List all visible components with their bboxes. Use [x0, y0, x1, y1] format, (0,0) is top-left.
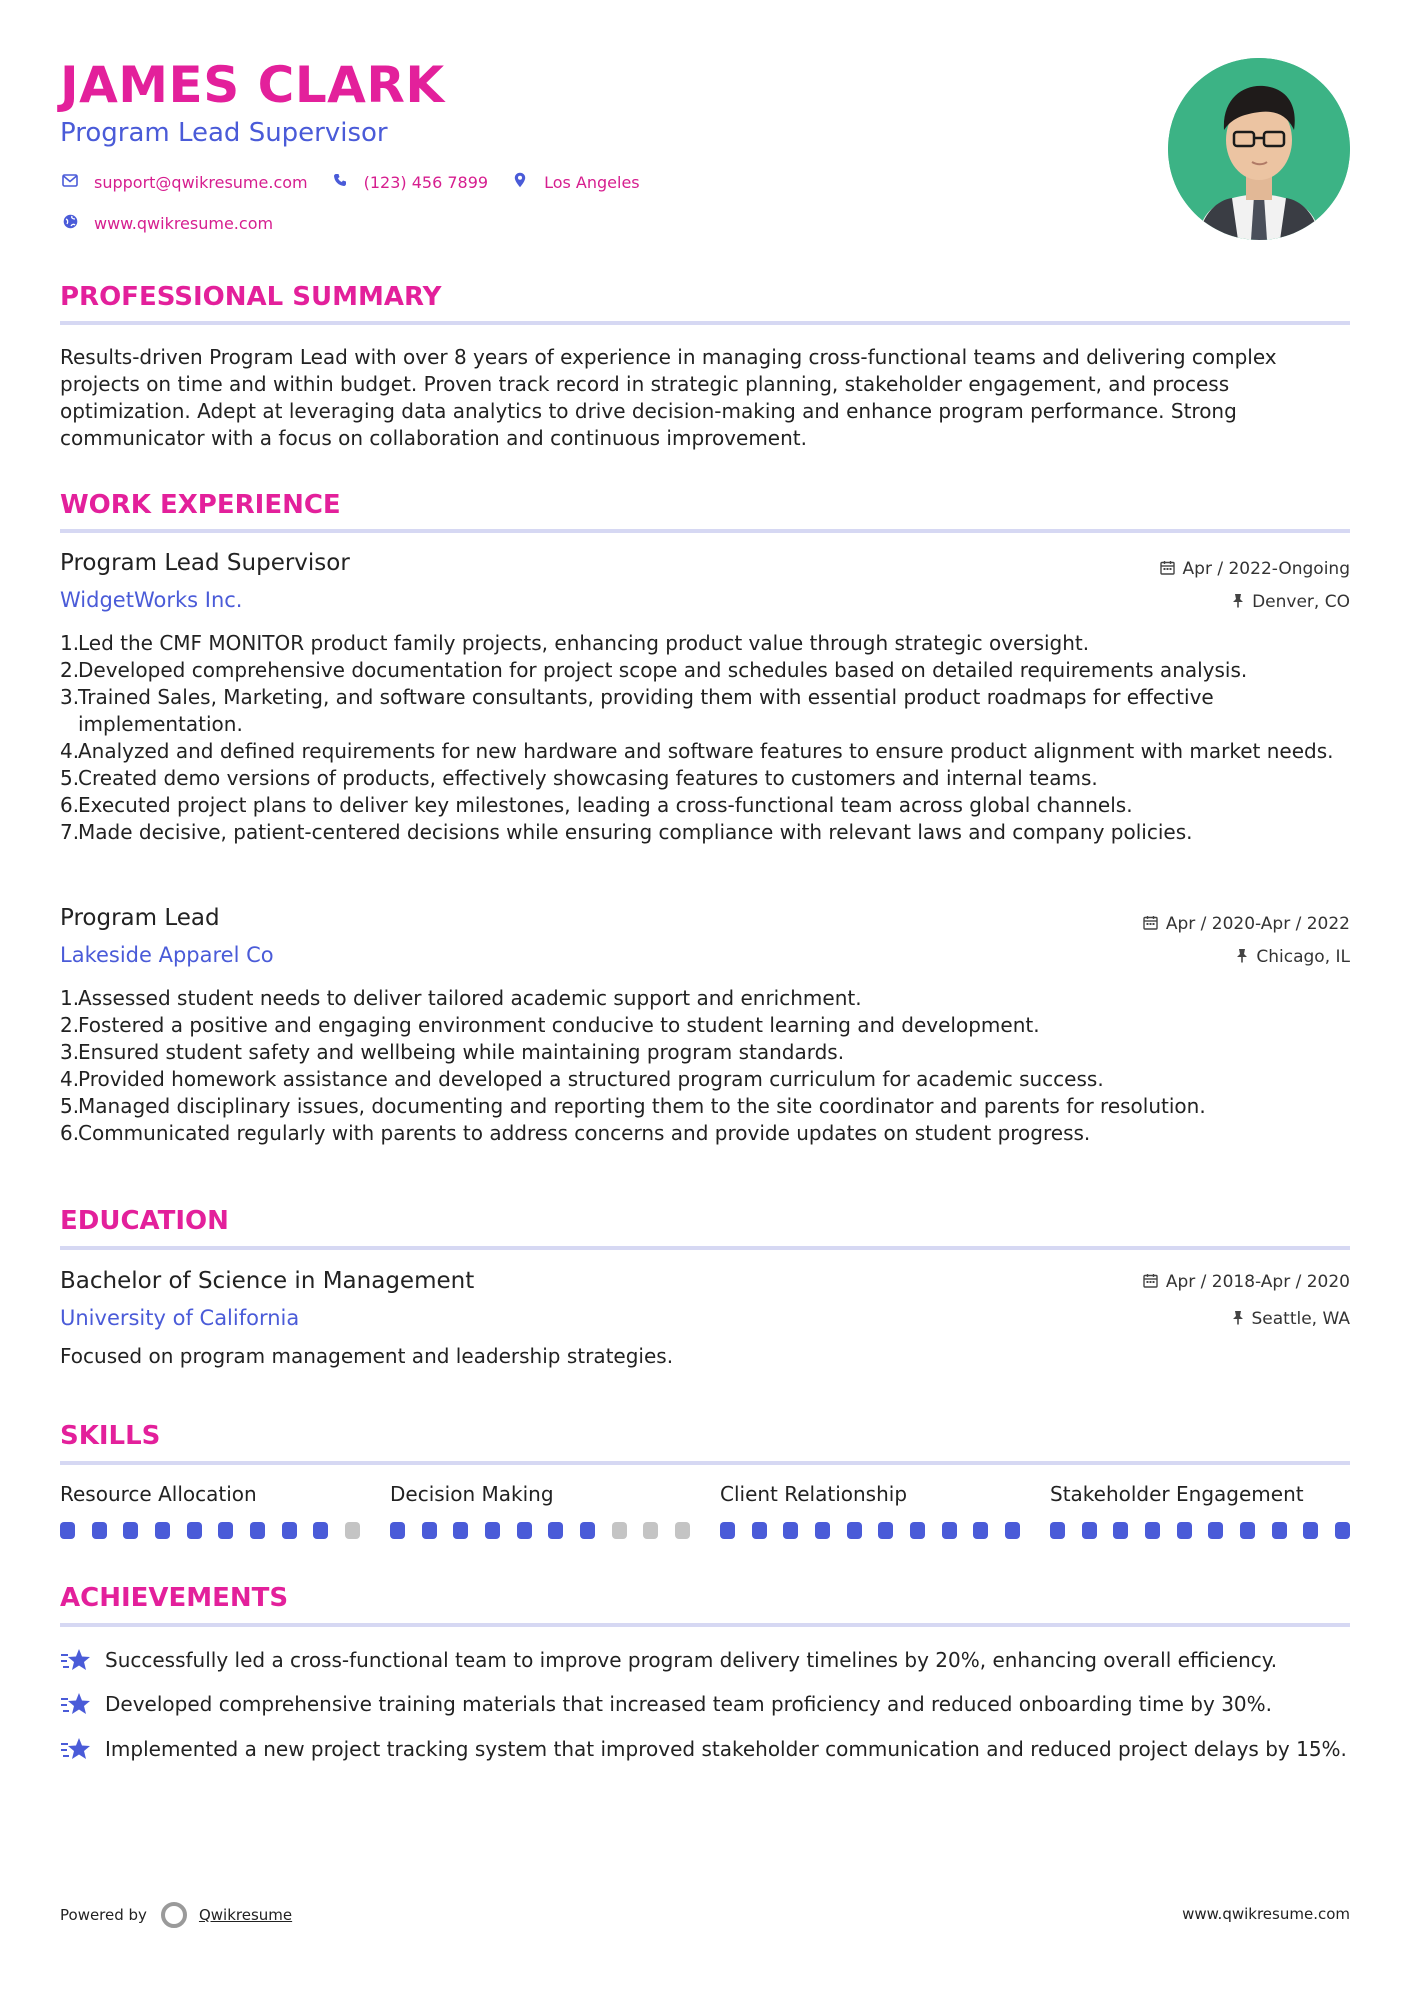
- list-item: 4. Provided homework assistance and developed a structured program curriculum for academic success.: [60, 1067, 1104, 1091]
- skill-dot-filled: [485, 1522, 500, 1539]
- education-location: [1232, 1309, 1351, 1329]
- education-dates-text: Apr / 2018-Apr / 2020: [1165, 1272, 1350, 1292]
- section-divider: [60, 529, 1350, 533]
- pushpin-icon: [1232, 593, 1244, 612]
- brand-link[interactable]: Qwikresume: [198, 1906, 293, 1924]
- skill-rating: [390, 1522, 690, 1539]
- skill-dot-filled: [1208, 1522, 1223, 1539]
- achievement-text: Developed comprehensive training materials that increased team proficiency and reduced onboarding time by 30%.: [105, 1692, 1273, 1716]
- job-company: WidgetWorks Inc.: [60, 588, 243, 612]
- star-icon: [60, 1736, 105, 1768]
- skill-dot-filled: [815, 1522, 830, 1539]
- website-link[interactable]: www.qwikresume.com: [94, 214, 274, 233]
- skill-dot-filled: [60, 1522, 75, 1539]
- location-text: Los Angeles: [544, 172, 640, 192]
- skill-dot-filled: [390, 1522, 405, 1539]
- calendar-icon: [1160, 560, 1175, 579]
- star-icon: [60, 1647, 105, 1679]
- pushpin-icon: [1232, 1310, 1244, 1329]
- calendar-icon: [1143, 915, 1158, 934]
- job-dates-text: Apr / 2022-Ongoing: [1182, 559, 1350, 579]
- email-link[interactable]: support@qwikresume.com: [94, 172, 308, 192]
- skill-dot-filled: [1303, 1522, 1318, 1539]
- skill-dot-filled: [453, 1522, 468, 1539]
- skill-label: Resource Allocation: [60, 1482, 257, 1506]
- job-dates-text: Apr / 2020-Apr / 2022: [1165, 914, 1350, 934]
- job-bullets: [60, 630, 1350, 846]
- job-location: [1232, 592, 1350, 612]
- skill-dot-empty: [675, 1522, 690, 1539]
- section-divider: [60, 1623, 1350, 1627]
- job-role: Program Lead: [60, 905, 220, 931]
- skill-dot-filled: [1335, 1522, 1350, 1539]
- skill-dot-filled: [783, 1522, 798, 1539]
- job-location-text: Denver, CO: [1252, 592, 1350, 612]
- experience-heading: WORK EXPERIENCE: [60, 490, 341, 520]
- job-dates: [1160, 559, 1350, 579]
- list-item: 6. Executed project plans to deliver key milestones, leading a cross-functional team across global channels.: [60, 793, 1133, 817]
- list-item: 7. Made decisive, patient-centered decisions while ensuring compliance with relevant laws and company policies.: [60, 820, 1193, 844]
- skill-item: [720, 1482, 1020, 1539]
- contact-row: [60, 172, 662, 192]
- list-item: 4. Analyzed and defined requirements for new hardware and software features to ensure product alignment with market needs.: [60, 739, 1334, 763]
- achievement-text: Implemented a new project tracking system that improved stakeholder communication and reduced project delays by 15%.: [105, 1737, 1347, 1761]
- achievement-item: [60, 1647, 1350, 1679]
- skill-rating: [60, 1522, 360, 1539]
- job-location: [1236, 947, 1350, 967]
- skill-dot-filled: [1050, 1522, 1065, 1539]
- footer-branding: [60, 1902, 292, 1928]
- skill-dot-empty: [612, 1522, 627, 1539]
- skill-dot-filled: [1145, 1522, 1160, 1539]
- skill-dot-filled: [1240, 1522, 1255, 1539]
- skill-label: Decision Making: [390, 1482, 554, 1506]
- skill-dot-filled: [1272, 1522, 1287, 1539]
- job-dates: [1143, 914, 1350, 934]
- skill-item: [390, 1482, 690, 1539]
- qwikresume-logo-icon: [161, 1902, 187, 1928]
- skill-dot-filled: [942, 1522, 957, 1539]
- list-item: 3. Trained Sales, Marketing, and software consultants, providing them with essential product roadmaps for effective implementation.: [60, 685, 1214, 736]
- star-icon: [60, 1691, 105, 1723]
- job-bullets: [60, 985, 1350, 1147]
- education-location-text: Seattle, WA: [1251, 1309, 1350, 1329]
- section-divider: [60, 321, 1350, 325]
- candidate-name: JAMES CLARK: [60, 56, 445, 114]
- list-item: 1. Led the CMF MONITOR product family projects, enhancing product value through strategic oversight.: [60, 631, 1090, 655]
- skill-dot-filled: [847, 1522, 862, 1539]
- skills-heading: SKILLS: [60, 1421, 161, 1451]
- school-name: University of California: [60, 1306, 300, 1330]
- list-item: 5. Managed disciplinary issues, documenting and reporting them to the site coordinator and parents for resolution.: [60, 1094, 1206, 1118]
- skill-dot-filled: [250, 1522, 265, 1539]
- skill-item: [1050, 1482, 1350, 1539]
- skill-dot-empty: [643, 1522, 658, 1539]
- skill-dot-filled: [282, 1522, 297, 1539]
- skills-list: [60, 1482, 1350, 1539]
- degree-title: Bachelor of Science in Management: [60, 1268, 475, 1294]
- website-row: [60, 214, 295, 233]
- map-pin-icon: [510, 172, 530, 192]
- envelope-icon: [60, 173, 80, 191]
- phone-icon: [330, 173, 350, 191]
- summary-text: Results-driven Program Lead with over 8 years of experience in managing cross-functional teams and delivering complex projects on time and within budget. Proven track record in strategic planning, stakeholder engagement, and process optimization. Adept at leveraging data analytics to drive decision-making and enhance program performance. Strong communicator with a focus on collaboration and continuous improvement.: [60, 345, 1277, 450]
- skill-dot-filled: [92, 1522, 107, 1539]
- achievement-item: [60, 1691, 1350, 1723]
- job-company: Lakeside Apparel Co: [60, 943, 274, 967]
- powered-by-label: Powered by: [60, 1906, 147, 1924]
- skill-dot-filled: [422, 1522, 437, 1539]
- skill-dot-filled: [973, 1522, 988, 1539]
- section-divider: [60, 1461, 1350, 1465]
- phone-number[interactable]: (123) 456 7899: [363, 172, 489, 192]
- list-item: 6. Communicated regularly with parents to address concerns and provide updates on student progress.: [60, 1121, 1091, 1145]
- list-item: 5. Created demo versions of products, effectively showcasing features to customers and internal teams.: [60, 766, 1098, 790]
- job-role: Program Lead Supervisor: [60, 550, 350, 576]
- skill-dot-filled: [878, 1522, 893, 1539]
- skill-dot-filled: [155, 1522, 170, 1539]
- education-heading: EDUCATION: [60, 1206, 229, 1236]
- skill-dot-filled: [910, 1522, 925, 1539]
- achievements-heading: ACHIEVEMENTS: [60, 1583, 289, 1613]
- job-location-text: Chicago, IL: [1256, 947, 1350, 967]
- skill-item: [60, 1482, 360, 1539]
- skill-dot-filled: [548, 1522, 563, 1539]
- skill-dot-filled: [1005, 1522, 1020, 1539]
- candidate-title: Program Lead Supervisor: [60, 118, 388, 148]
- education-description: Focused on program management and leadership strategies.: [60, 1344, 674, 1368]
- skill-dot-filled: [123, 1522, 138, 1539]
- achievement-text: Successfully led a cross-functional team to improve program delivery timelines by 20%, enhancing overall efficiency.: [105, 1648, 1278, 1672]
- skill-dot-filled: [1082, 1522, 1097, 1539]
- skill-dot-empty: [345, 1522, 360, 1539]
- list-item: 2. Developed comprehensive documentation for project scope and schedules based on detailed requirements analysis.: [60, 658, 1248, 682]
- skill-dot-filled: [187, 1522, 202, 1539]
- footer-website[interactable]: www.qwikresume.com: [1182, 1905, 1350, 1923]
- skill-dot-filled: [580, 1522, 595, 1539]
- skill-label: Stakeholder Engagement: [1050, 1482, 1304, 1506]
- calendar-icon: [1143, 1273, 1158, 1292]
- list-item: 1. Assessed student needs to deliver tailored academic support and enrichment.: [60, 986, 862, 1010]
- skill-dot-filled: [1113, 1522, 1128, 1539]
- list-item: 3. Ensured student safety and wellbeing while maintaining program standards.: [60, 1040, 845, 1064]
- skill-dot-filled: [1177, 1522, 1192, 1539]
- education-dates: [1143, 1272, 1350, 1292]
- summary-heading: PROFESSIONAL SUMMARY: [60, 282, 442, 312]
- skill-rating: [720, 1522, 1020, 1539]
- skill-dot-filled: [313, 1522, 328, 1539]
- skill-dot-filled: [720, 1522, 735, 1539]
- skill-dot-filled: [218, 1522, 233, 1539]
- list-item: 2. Fostered a positive and engaging environment conducive to student learning and development.: [60, 1013, 1040, 1037]
- skill-dot-filled: [752, 1522, 767, 1539]
- globe-icon: [60, 214, 80, 233]
- skill-rating: [1050, 1522, 1350, 1539]
- achievement-item: [60, 1736, 1350, 1768]
- pushpin-icon: [1236, 948, 1248, 967]
- skill-dot-filled: [517, 1522, 532, 1539]
- section-divider: [60, 1246, 1350, 1250]
- profile-photo: [1168, 58, 1350, 240]
- skill-label: Client Relationship: [720, 1482, 908, 1506]
